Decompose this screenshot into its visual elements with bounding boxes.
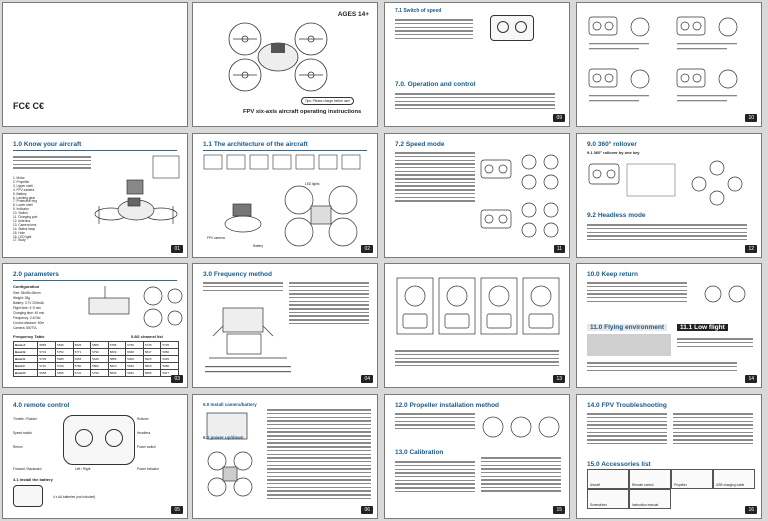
- accessory-label: Instruction manual: [632, 503, 659, 507]
- age-rating: AGES 14+: [337, 11, 369, 18]
- table-cell: 5905: [126, 356, 144, 363]
- accessory-item: [671, 469, 713, 489]
- table-cell: 5820: [108, 363, 126, 370]
- panel-troubleshooting: [576, 394, 762, 519]
- page-number: 05: [171, 506, 183, 514]
- page-number: 11: [554, 245, 565, 253]
- text-block: [289, 280, 369, 327]
- table-cell: 5695: [56, 370, 74, 377]
- page-number: 16: [745, 506, 757, 514]
- charge-tip: Tips: Please charge before use!: [301, 97, 354, 105]
- panel-know-aircraft: [2, 133, 188, 258]
- parts-list-item: 9. Indicator: [13, 207, 29, 212]
- panel-propeller-install: [384, 394, 570, 519]
- text-block: [587, 222, 747, 243]
- panel-fine-tune: [384, 263, 570, 388]
- table-cell: 5780: [73, 363, 91, 370]
- page-number: 12: [745, 245, 757, 253]
- drone-illustration: [223, 17, 333, 97]
- page-number: 15: [553, 506, 565, 514]
- table-cell: 5805: [91, 342, 109, 349]
- section-1-0-title: 1.0 Know your aircraft: [13, 141, 82, 148]
- text-block: [395, 91, 555, 112]
- divider: [203, 150, 367, 151]
- section-10-0-title: 10.0 Keep return: [587, 271, 638, 278]
- table-cell: 5880: [161, 363, 179, 370]
- label-power-indicator: Power indicator: [137, 467, 159, 471]
- battery-note: 4 x AA batteries (not included): [53, 495, 96, 499]
- label-led: LED lights: [305, 182, 320, 186]
- label-left-right: Left / Right: [75, 467, 91, 471]
- section-9-2-title: 9.2 Headless mode: [587, 212, 646, 219]
- fine-tune-diagram: [395, 274, 563, 344]
- param-item: Weight: 28g: [13, 296, 30, 300]
- panel-operation-control: [384, 2, 570, 127]
- table-cell: Band A: [14, 342, 38, 349]
- param-item: Control distance: 50m: [13, 321, 45, 325]
- fcc-ce-mark: FC€ C€: [13, 101, 45, 111]
- section-7-2-title: 7.2 Speed mode: [395, 141, 445, 148]
- table-cell: Band F: [14, 363, 38, 370]
- return-diagram: [697, 276, 755, 310]
- params-heading: Configuration: [13, 284, 40, 289]
- section-15-0-title: 15.0 Accessories list: [587, 461, 651, 468]
- panel-rollover: [576, 133, 762, 258]
- table-cell: 5733: [38, 349, 56, 356]
- text-block: [203, 280, 283, 293]
- param-item: Frequency: 2.4GHz: [13, 316, 41, 320]
- param-item: Battery: 3.7V 200mAh: [13, 301, 45, 305]
- parts-list-item: 11. Charging port: [13, 215, 38, 219]
- page-number: 01: [171, 245, 183, 253]
- accessory-item: [629, 489, 671, 509]
- section-9-0-title: 9.0 360° rollover: [587, 141, 637, 148]
- component-row: [203, 153, 371, 175]
- table-cell: 5880: [143, 370, 161, 377]
- panel-architecture: [192, 133, 378, 258]
- table-cell: 5705: [38, 356, 56, 363]
- text-block: [267, 407, 371, 501]
- label-fpv-camera: FPV camera: [207, 236, 225, 240]
- aircraft-exploded-illustration: [91, 154, 181, 244]
- text-block: [395, 411, 475, 432]
- table-cell: Band R: [14, 370, 38, 377]
- page-number: 02: [361, 245, 373, 253]
- table-cell: Band B: [14, 349, 38, 356]
- parts-list-item: 17. Body: [13, 238, 26, 243]
- section-2-0-title: 2.0 parameters: [13, 271, 59, 278]
- table-cell: 5765: [126, 342, 144, 349]
- text-block: [677, 336, 753, 349]
- accessory-label: Aircraft: [590, 483, 601, 487]
- table-cell: 5945: [161, 356, 179, 363]
- accessory-label: Propeller: [674, 483, 687, 487]
- cover-title: FPV six-axis aircraft operating instructions: [243, 109, 362, 115]
- table-cell: 5732: [73, 370, 91, 377]
- parts-list-item: 10. Switch: [13, 211, 28, 216]
- parts-list-item: 2. Propeller: [13, 179, 30, 184]
- parts-list-item: 6. Landing gear: [13, 195, 36, 200]
- install-diagram: [203, 409, 263, 509]
- section-14-0-title: 14.0 FPV Troubleshooting: [587, 402, 667, 409]
- table-cell: 5840: [126, 363, 144, 370]
- parts-list-item: 1. Motor: [13, 176, 25, 180]
- page-number: 03: [171, 375, 183, 383]
- table-cell: 5843: [126, 370, 144, 377]
- label-rollover: Rollover: [137, 417, 149, 421]
- label-throttle: Throttle / Rudder: [13, 417, 37, 421]
- throttle-stick-icon: [75, 429, 93, 447]
- page-number: 13: [553, 375, 565, 383]
- label-power: Power switch: [137, 445, 156, 449]
- section-7-0-title: 7.0. Operation and control: [395, 81, 476, 88]
- section-11-0-title: 11.0 Flying environment: [587, 324, 667, 331]
- text-block: [587, 280, 687, 304]
- parts-list-item: 15. Hole: [13, 230, 25, 235]
- table-cell: 5769: [91, 370, 109, 377]
- section-5-0-title: 5.0 Install camera/battery: [203, 402, 257, 407]
- direction-stick-icon: [105, 429, 123, 447]
- section-13-0-title: 13.0 Calibration: [395, 449, 444, 456]
- text-block: [481, 455, 561, 494]
- parts-list-item: 14. Status lamp: [13, 226, 36, 231]
- parts-list-item: 3. Upper shell: [13, 183, 33, 188]
- intro-text: [13, 154, 91, 171]
- panel-remote: [2, 394, 188, 519]
- table-cell: 5785: [108, 342, 126, 349]
- table-cell: 5760: [56, 363, 74, 370]
- table-cell: 5866: [161, 349, 179, 356]
- param-item: Charging time: 40 min: [13, 311, 45, 315]
- drone-diagram-small: [83, 282, 183, 332]
- parts-list-item: 8. Lower shell: [13, 203, 33, 208]
- table-row: [14, 370, 179, 377]
- panel-speed-mode: [384, 133, 570, 258]
- accessory-item: [587, 469, 629, 489]
- table-cell: 5771: [73, 349, 91, 356]
- page-number: 14: [745, 375, 757, 383]
- text-block: [673, 411, 753, 446]
- table-cell: 5745: [143, 342, 161, 349]
- propeller-diagram: [479, 409, 563, 445]
- frequency-table: [13, 341, 179, 377]
- accessory-label: Screwdriver: [590, 503, 607, 507]
- text-block: [395, 150, 475, 204]
- freq-table-label: Frequency Table: [13, 334, 45, 339]
- text-block: [587, 360, 737, 373]
- freq-table2-label: 5.8G channel list: [131, 334, 163, 339]
- table-cell: 5860: [143, 363, 161, 370]
- section-11-1-title: 11.1 Low flight: [677, 324, 728, 331]
- panel-install-camera: [192, 394, 378, 519]
- table-cell: 5828: [126, 349, 144, 356]
- remote-control-diagram: [63, 415, 135, 465]
- left-stick-icon: [497, 21, 509, 33]
- accessories-grid: [587, 469, 755, 509]
- section-1-1-title: 1.1 The architecture of the aircraft: [203, 141, 308, 148]
- section-9-1-title: 9.1 360° rollover by one key: [587, 150, 640, 155]
- table-cell: 5658: [38, 370, 56, 377]
- table-row: [14, 363, 179, 370]
- table-cell: 5685: [56, 356, 74, 363]
- table-cell: Band E: [14, 356, 38, 363]
- parts-list-item: 16. LED light: [13, 234, 32, 239]
- accessory-item: [629, 469, 671, 489]
- page-number: 04: [361, 375, 373, 383]
- panel-flying-env: [576, 263, 762, 388]
- parts-list-item: 4. FPV camera: [13, 187, 35, 192]
- speed-mode-diagram: [479, 148, 565, 248]
- right-stick-icon: [515, 21, 527, 33]
- text-block: [395, 17, 473, 41]
- parts-list-item: 13. Camera lens: [13, 222, 37, 227]
- label-speed: Speed switch: [13, 431, 32, 435]
- label-battery: Battery: [253, 244, 264, 248]
- section-7-1-title: 7.1 Switch of speed: [395, 8, 442, 14]
- panel-cover-front: [192, 2, 378, 127]
- accessory-item: [587, 489, 629, 509]
- parts-list-item: 12. Antenna: [13, 218, 31, 223]
- text-block: [395, 348, 559, 369]
- page-number: 09: [553, 114, 565, 122]
- section-6-0-title: 6.0 power up/down: [203, 435, 244, 440]
- table-cell: 5825: [73, 342, 91, 349]
- remote-back-diagram: [13, 485, 43, 507]
- table-cell: 5847: [143, 349, 161, 356]
- label-forward: Forward / Backward: [13, 467, 42, 471]
- section-3-0-title: 3.0 Frequency method: [203, 271, 272, 278]
- panel-parameters: [2, 263, 188, 388]
- panel-cover-back: [2, 2, 188, 127]
- architecture-diagram: [203, 178, 371, 250]
- table-cell: 5865: [38, 342, 56, 349]
- environment-illustration: [587, 334, 671, 356]
- table-cell: 5645: [91, 356, 109, 363]
- param-item: Camera: 800TVL: [13, 326, 38, 330]
- table-cell: 5752: [56, 349, 74, 356]
- page-number: 10: [745, 114, 757, 122]
- accessory-label: USB charging cable: [716, 483, 745, 487]
- table-cell: 5845: [56, 342, 74, 349]
- table-cell: 5665: [73, 356, 91, 363]
- label-headless: Headless: [137, 431, 151, 435]
- table-row: [14, 356, 179, 363]
- table-cell: 5885: [108, 356, 126, 363]
- table-cell: 5806: [108, 370, 126, 377]
- table-cell: 5917: [161, 370, 179, 377]
- text-block: [587, 411, 667, 446]
- table-row: [14, 342, 179, 349]
- table-cell: 5790: [91, 349, 109, 356]
- label-return: Return: [13, 445, 23, 449]
- param-item: Flight time: 4~5 min: [13, 306, 41, 310]
- divider: [13, 280, 177, 281]
- section-4-0-title: 4.0 remote control: [13, 402, 70, 409]
- battery-install-title: 4.1 Install the battery: [13, 477, 53, 482]
- panel-function: [576, 2, 762, 127]
- table-cell: 5800: [91, 363, 109, 370]
- section-12-0-title: 12.0 Propeller installation method: [395, 402, 500, 409]
- parts-list-item: 5. Battery: [13, 191, 27, 196]
- goggle-diagram: [203, 296, 293, 381]
- text-block: [395, 459, 475, 494]
- accessory-label: Remote control: [632, 483, 654, 487]
- parts-list-item: 7. Protective ring: [13, 199, 37, 204]
- table-cell: 5740: [38, 363, 56, 370]
- table-cell: 5725: [161, 342, 179, 349]
- direction-diagrams: [585, 13, 755, 118]
- rollover-diagram: [587, 158, 755, 208]
- table-cell: 5925: [143, 356, 161, 363]
- table-row: [14, 349, 179, 356]
- panel-frequency: [192, 263, 378, 388]
- table-cell: 5809: [108, 349, 126, 356]
- param-item: Size: 86×86×36mm: [13, 291, 41, 295]
- divider: [13, 150, 177, 151]
- page-number: 06: [361, 506, 373, 514]
- accessory-item: [713, 469, 755, 489]
